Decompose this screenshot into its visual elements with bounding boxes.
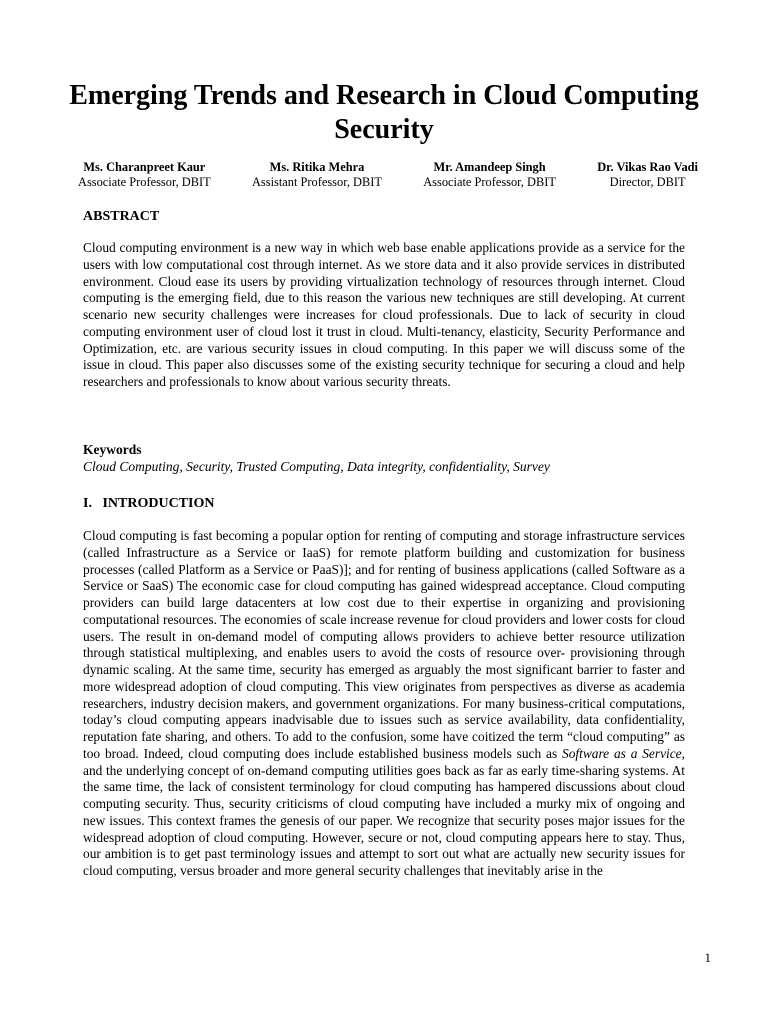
- author-affiliation: Associate Professor, DBIT: [78, 175, 211, 189]
- abstract-text: Cloud computing environment is a new way in which web base enable applications provide as a service for the users with low computational cost through internet. As we store data and it also provide services in distributed environment. Cloud ease its users by providing virtualization technology of resources through internet. Cloud computing is the emerging field, due to this reason the various new techniques are still developing. At current scenario new security challenges were increases for cloud professionals. Due to lack of security in cloud computing environment user of cloud lost it trust in cloud. Multi-tenancy, elasticity, Security Performance and Optimization, etc. are various security issues in cloud computing. In this paper we will discuss some of the issue in cloud. This paper also discusses some of the existing security technique for securing a cloud and help researchers and professionals to know about various security threats.: [83, 240, 685, 389]
- author-list: [78, 160, 698, 190]
- keywords-list: Cloud Computing, Security, Trusted Computing, Data integrity, confidentiality, Survey: [83, 459, 550, 474]
- introduction-heading: [83, 495, 214, 512]
- author-block: [423, 160, 556, 190]
- introduction-text: [83, 528, 685, 880]
- keywords-heading: Keywords: [83, 442, 142, 457]
- introduction-text-emphasis: Software as a Service: [562, 745, 682, 761]
- page-number: 1: [704, 950, 711, 965]
- paper-title: Emerging Trends and Research in Cloud Computing Security: [69, 80, 699, 145]
- author-name: Mr. Amandeep Singh: [433, 160, 546, 174]
- author-block: [597, 160, 698, 190]
- author-name: Ms. Ritika Mehra: [269, 160, 365, 174]
- author-affiliation: Associate Professor, DBIT: [423, 175, 556, 189]
- author-block: [78, 160, 211, 190]
- section-number: I.: [83, 496, 92, 511]
- author-affiliation: Assistant Professor, DBIT: [251, 175, 382, 189]
- abstract-heading: ABSTRACT: [83, 209, 160, 224]
- author-name: Dr. Vikas Rao Vadi: [597, 160, 698, 174]
- author-name: Ms. Charanpreet Kaur: [83, 160, 206, 174]
- introduction-text-part: , and the underlying concept of on-demand computing utilities goes back as far as early time-sharing systems. At the same time, the lack of consistent terminology for cloud computing has hampered discussions about cloud computing security. Thus, security criticisms of cloud computing have included a murky mix of ongoing and new issues. This context frames the genesis of our paper. We recognize that security poses major issues for the widespread adoption of cloud computing. However, secure or not, cloud computing appears here to stay. Thus, our ambition is to get past terminology issues and attempt to sort out what are actually new security issues for cloud computing, versus broader and more general security challenges that inevitably arise in the: [83, 745, 685, 878]
- author-affiliation: Director, DBIT: [609, 175, 686, 189]
- introduction-text-part: Cloud computing is fast becoming a popular option for renting of computing and storage infrastructure services (called Infrastructure as a Service or IaaS) for remote platform building and customization for business processes (called Platform as a Service or PaaS)]; and for renting of business applications (called Software as a Service or SaaS) The economic case for cloud computing has gained widespread acceptance. Cloud computing providers can build large datacenters at low cost due to their expertise in organizing and provisioning computational resources. The economies of scale increase revenue for cloud providers and lower costs for cloud users. The result in on-demand model of computing allows providers to achieve better resource utilization through statistical multiplexing, and enables users to avoid the costs of resource over- provisioning through dynamic scaling. At the same time, security has emerged as arguably the most significant barrier to faster and more widespread adoption of cloud computing. This view originates from perspectives as diverse as academia researchers, industry decision makers, and government organizations. For many business-critical computations, today’s cloud computing appears inadvisable due to issues such as service availability, data confidentiality, reputation fate sharing, and others. To add to the confusion, some have coitized the term “cloud computing” as too broad. Indeed, cloud computing does include established business models such as: [83, 528, 685, 761]
- section-title: INTRODUCTION: [102, 496, 215, 511]
- author-block: [252, 160, 382, 190]
